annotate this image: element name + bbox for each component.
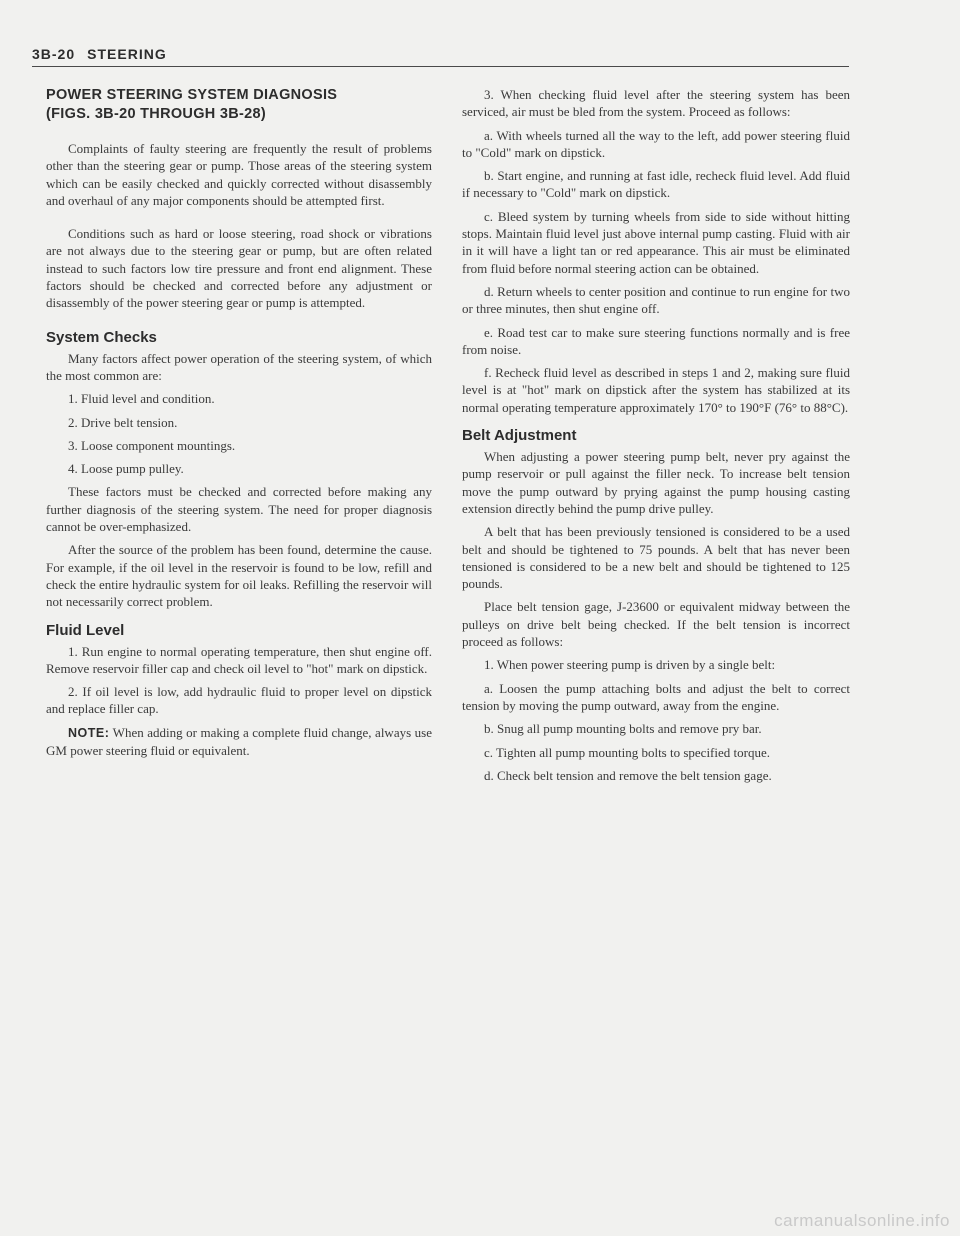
belt-step: 1. When power steering pump is driven by a single belt:: [484, 657, 776, 673]
system-checks-heading: System Checks: [46, 328, 157, 346]
check-item: 1. Fluid level and condition.: [68, 391, 215, 407]
fluid-step: 3. When checking fluid level after the steering system has been serviced, air must be bled from the system. Proceed as follows:: [462, 87, 850, 120]
section-title: [46, 86, 432, 124]
belt-paragraph: A belt that has been previously tensioned is considered to be a used belt and should be tightened to 75 pounds. A belt that has never been tensioned is considered to be a new belt and should be tightened to 125 pounds.: [462, 524, 850, 592]
fluid-step: 1. Run engine to normal operating temperature, then shut engine off. Remove reservoir filler cap and check oil level to "hot" mark on dipstick.: [46, 643, 432, 676]
belt-substep: b. Snug all pump mounting bolts and remove pry bar.: [484, 721, 762, 737]
page-number: 3B-20: [32, 46, 76, 62]
note-text: When adding or making a complete fluid change, always use GM power steering fluid or equivalent.: [46, 724, 432, 759]
fluid-step: 2. If oil level is low, add hydraulic fluid to proper level on dipstick and replace filler cap.: [46, 684, 432, 717]
section-title-line2: (FIGS. 3B-20 THROUGH 3B-28): [46, 106, 266, 122]
belt-paragraph: Place belt tension gage, J-23600 or equivalent midway between the pulleys on drive belt being checked. If the belt tension is incorrect proceed as follows:: [462, 599, 850, 650]
check-item: 3. Loose component mountings.: [68, 437, 236, 453]
fluid-substep: e. Road test car to make sure steering functions normally and is free from noise.: [462, 324, 850, 357]
right-column: [462, 86, 850, 790]
fluid-substep: a. With wheels turned all the way to the left, add power steering fluid to "Cold" mark on dipstick.: [462, 127, 850, 160]
section-title-line1: POWER STEERING SYSTEM DIAGNOSIS: [46, 87, 338, 103]
system-checks-paragraph: These factors must be checked and corrected before making any further diagnosis of the steering system. The need for proper diagnosis cannot be over-emphasized.: [46, 484, 432, 535]
section-name: STEERING: [87, 46, 167, 62]
note-label: NOTE:: [68, 725, 110, 740]
note-paragraph: [46, 724, 432, 760]
intro-paragraph: Complaints of faulty steering are frequently the result of problems other than the steering gear or pump. Those areas of the steering system which can be easily checked and quickly corrected without disassembly and overhaul of any major components should be attempted first.: [46, 141, 432, 208]
page-header: [32, 46, 848, 62]
fluid-level-heading: Fluid Level: [46, 621, 125, 639]
belt-substep: a. Loosen the pump attaching bolts and adjust the belt to correct tension by moving the pump outward, away from the engine.: [462, 680, 850, 713]
left-column: [46, 86, 432, 765]
belt-substep: d. Check belt tension and remove the belt tension gage.: [484, 767, 772, 783]
belt-adjustment-heading: Belt Adjustment: [462, 427, 577, 445]
check-item: 4. Loose pump pulley.: [68, 461, 184, 477]
belt-paragraph: When adjusting a power steering pump belt, never pry against the pump reservoir or pull against the filler neck. To increase belt tension move the pump outward by prying against the pump housing casting extension directly behind the pump drive pulley.: [462, 449, 850, 516]
fluid-substep: b. Start engine, and running at fast idle, recheck fluid level. Add fluid if necessary to "Cold" mark on dipstick.: [462, 168, 850, 201]
system-checks-paragraph: After the source of the problem has been found, determine the cause. For example, if the oil level in the reservoir is found to be low, refill and check the entire hydraulic system for oil leaks. Refilling the reservoir will not necessarily correct problem.: [46, 542, 432, 610]
belt-substep: c. Tighten all pump mounting bolts to specified torque.: [484, 744, 770, 760]
fluid-substep: d. Return wheels to center position and continue to run engine for two or three minutes, then shut engine off.: [462, 283, 850, 317]
intro-paragraph: Conditions such as hard or loose steering, road shock or vibrations are not always due to the steering gear or pump, but are often related instead to such factors low tire pressure and front end alignment. These factors should be checked and corrected before any adjustment or disassembly of the power steering gear or pump is attempted.: [46, 226, 432, 311]
fluid-substep: f. Recheck fluid level as described in steps 1 and 2, making sure fluid level is at "hot" mark on dipstick after the system has stabilized at its normal operating temperature approximately 170° to 190°F (76° to 88°C).: [462, 365, 850, 415]
fluid-substep: c. Bleed system by turning wheels from side to side without hitting stops. Maintain fluid level just above internal pump casting. Fluid with air in it will have a light tan or red appearance. This air must be eliminated from fluid before normal steering action can be obtained.: [462, 208, 850, 276]
footer-watermark: carmanualsonline.info: [774, 1211, 950, 1230]
check-item: 2. Drive belt tension.: [68, 414, 178, 430]
header-rule: [32, 66, 849, 67]
system-checks-intro: Many factors affect power operation of the steering system, of which the most common are:: [46, 350, 432, 383]
